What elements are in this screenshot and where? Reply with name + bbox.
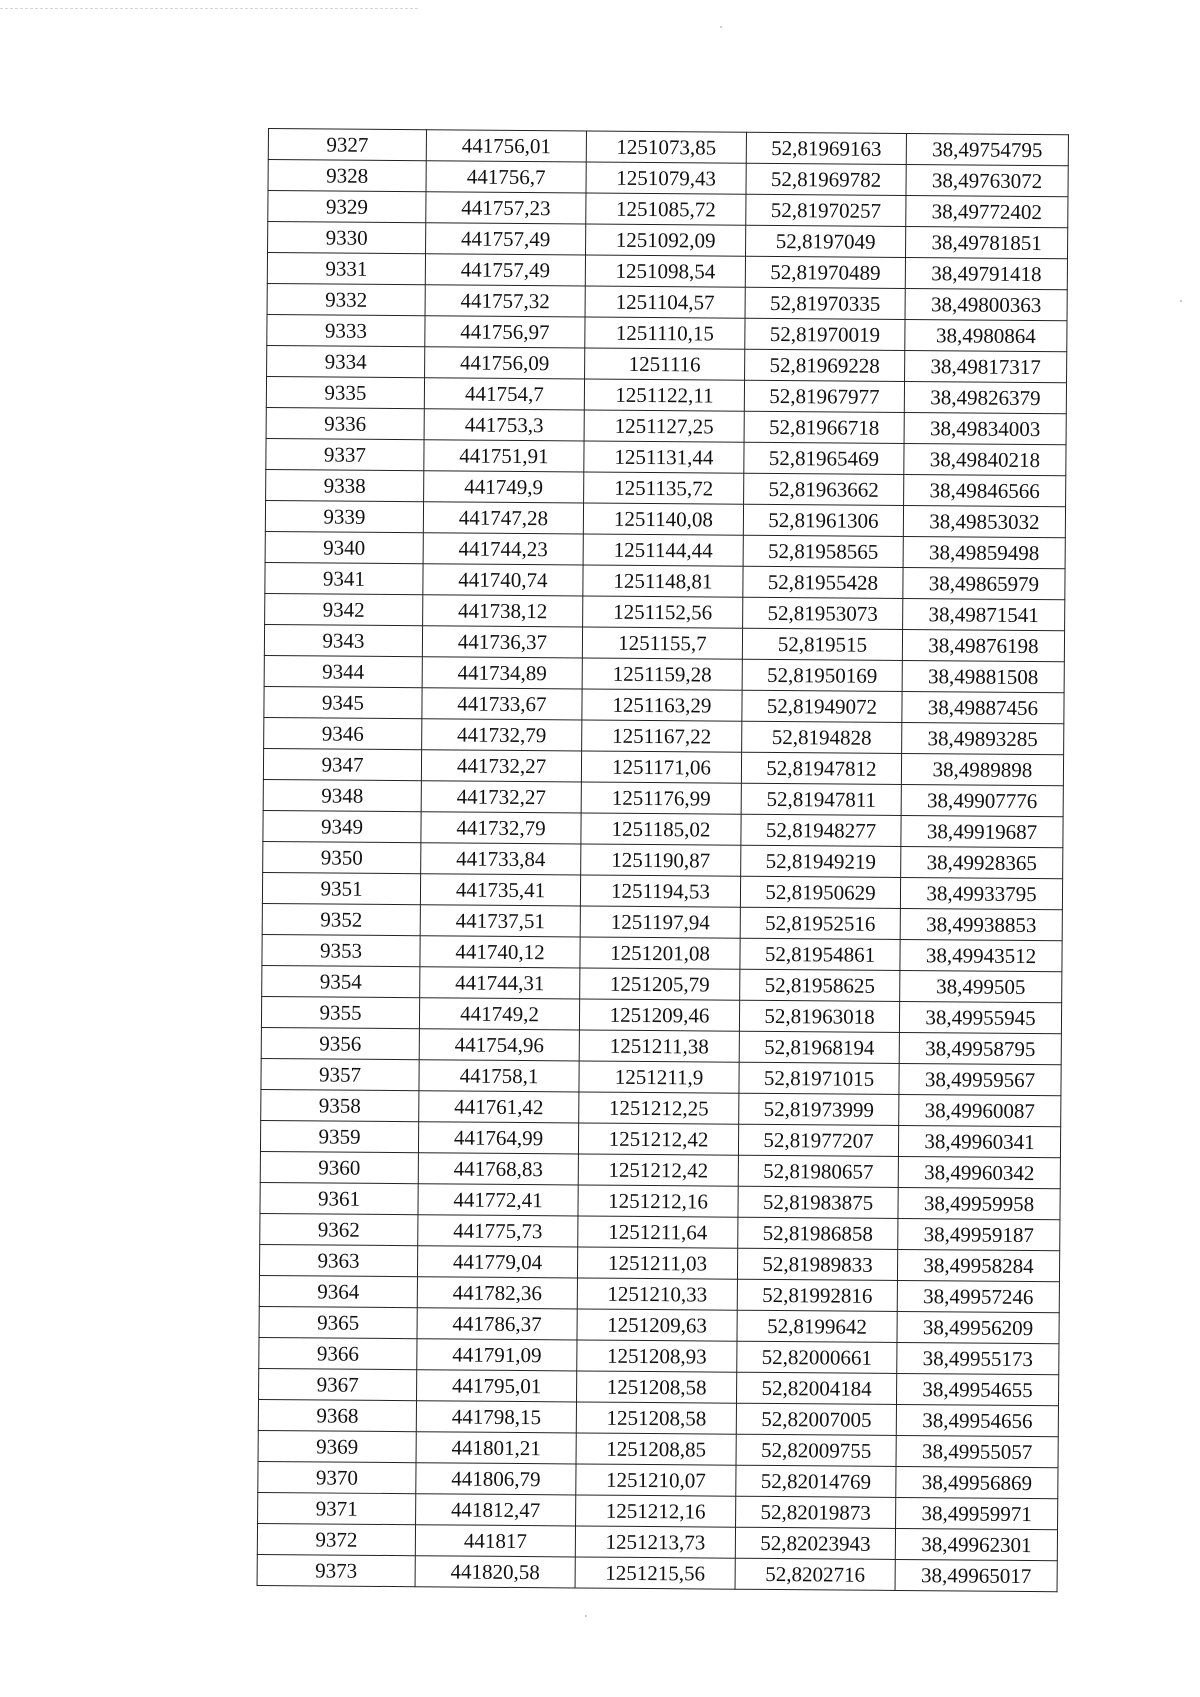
point-number-cell: 9348 [263,779,421,811]
point-number-cell: 9362 [260,1213,418,1245]
point-number-cell: 9350 [263,841,421,873]
x-coordinate-cell: 441772,41 [418,1184,578,1216]
x-coordinate-cell: 441733,84 [421,843,581,875]
longitude-cell: 38,49876198 [902,629,1064,661]
x-coordinate-cell: 441775,73 [418,1215,578,1247]
longitude-cell: 38,49959567 [899,1063,1061,1095]
coordinate-table [257,128,1069,1592]
point-number-cell: 9356 [261,1027,419,1059]
latitude-cell: 52,81989833 [737,1248,897,1280]
y-coordinate-cell: 1251212,42 [578,1123,738,1155]
y-coordinate-cell: 1251104,57 [585,286,745,318]
x-coordinate-cell: 441737,51 [420,905,580,937]
y-coordinate-cell: 1251085,72 [586,193,746,225]
longitude-cell: 38,49959958 [898,1187,1060,1219]
x-coordinate-cell: 441758,1 [419,1060,579,1092]
point-number-cell: 9336 [266,407,424,439]
y-coordinate-cell: 1251209,46 [579,999,739,1031]
longitude-cell: 38,49893285 [902,722,1064,754]
latitude-cell: 52,81967977 [744,380,904,412]
x-coordinate-cell: 441820,58 [415,1556,575,1588]
x-coordinate-cell: 441757,49 [425,254,585,286]
x-coordinate-cell: 441732,79 [422,719,582,751]
point-number-cell: 9329 [268,191,426,223]
longitude-cell: 38,49955057 [896,1435,1058,1467]
y-coordinate-cell: 1251211,38 [579,1030,739,1062]
y-coordinate-cell: 1251212,42 [578,1154,738,1186]
x-coordinate-cell: 441736,37 [422,626,582,658]
y-coordinate-cell: 1251092,09 [586,224,746,256]
latitude-cell: 52,8197049 [746,225,906,257]
latitude-cell: 52,81961306 [743,504,903,536]
point-number-cell: 9364 [259,1275,417,1307]
longitude-cell: 38,49958795 [899,1032,1061,1064]
longitude-cell: 38,49881508 [902,660,1064,692]
point-number-cell: 9366 [259,1337,417,1369]
latitude-cell: 52,81970257 [746,194,906,226]
y-coordinate-cell: 1251079,43 [586,162,746,194]
point-number-cell: 9361 [260,1182,418,1214]
x-coordinate-cell: 441744,31 [420,967,580,999]
y-coordinate-cell: 1251159,28 [582,658,742,690]
y-coordinate-cell: 1251167,22 [582,720,742,752]
x-coordinate-cell: 441744,23 [423,533,583,565]
point-number-cell: 9373 [257,1554,415,1586]
latitude-cell: 52,81948277 [741,814,901,846]
y-coordinate-cell: 1251209,63 [577,1309,737,1341]
latitude-cell: 52,81950169 [742,659,902,691]
latitude-cell: 52,8202716 [735,1558,895,1590]
longitude-cell: 38,49907776 [901,784,1063,816]
y-coordinate-cell: 1251208,85 [576,1433,736,1465]
point-number-cell: 9342 [265,593,423,625]
latitude-cell: 52,81958625 [740,969,900,1001]
point-number-cell: 9340 [265,531,423,563]
latitude-cell: 52,81986858 [738,1217,898,1249]
longitude-cell: 38,49959187 [898,1218,1060,1250]
x-coordinate-cell: 441732,27 [421,750,581,782]
y-coordinate-cell: 1251163,29 [582,689,742,721]
latitude-cell: 52,81955428 [743,566,903,598]
longitude-cell: 38,49859498 [903,537,1065,569]
point-number-cell: 9327 [268,129,426,161]
longitude-cell: 38,4989898 [901,753,1063,785]
y-coordinate-cell: 1251131,44 [584,441,744,473]
longitude-cell: 38,49943512 [900,939,1062,971]
y-coordinate-cell: 1251205,79 [580,968,740,1000]
x-coordinate-cell: 441732,79 [421,812,581,844]
longitude-cell: 38,49791418 [905,258,1067,290]
latitude-cell: 52,81950629 [740,876,900,908]
point-number-cell: 9365 [259,1306,417,1338]
longitude-cell: 38,49817317 [905,351,1067,383]
latitude-cell: 52,81949219 [741,845,901,877]
point-number-cell: 9338 [266,469,424,501]
x-coordinate-cell: 441801,21 [416,1432,576,1464]
longitude-cell: 38,49962301 [895,1528,1057,1560]
x-coordinate-cell: 441753,3 [424,409,584,441]
latitude-cell: 52,8194828 [742,721,902,753]
y-coordinate-cell: 1251110,15 [585,317,745,349]
longitude-cell: 38,49933795 [900,877,1062,909]
point-number-cell: 9363 [259,1244,417,1276]
scan-speck [720,26,722,28]
y-coordinate-cell: 1251140,08 [583,503,743,535]
y-coordinate-cell: 1251073,85 [586,131,746,163]
y-coordinate-cell: 1251155,7 [582,627,742,659]
longitude-cell: 38,49853032 [903,506,1065,538]
longitude-cell: 38,49955945 [899,1001,1061,1033]
point-number-cell: 9349 [263,810,421,842]
y-coordinate-cell: 1251190,87 [581,844,741,876]
latitude-cell: 52,81970489 [745,256,905,288]
point-number-cell: 9359 [260,1120,418,1152]
x-coordinate-cell: 441740,74 [423,564,583,596]
latitude-cell: 52,81968194 [739,1031,899,1063]
latitude-cell: 52,81970019 [745,318,905,350]
latitude-cell: 52,82004184 [736,1372,896,1404]
x-coordinate-cell: 441756,7 [426,161,586,193]
x-coordinate-cell: 441756,01 [426,130,586,162]
longitude-cell: 38,49960341 [898,1125,1060,1157]
latitude-cell: 52,82007005 [736,1403,896,1435]
latitude-cell: 52,82009755 [736,1434,896,1466]
x-coordinate-cell: 441757,23 [426,192,586,224]
longitude-cell: 38,49928365 [901,846,1063,878]
latitude-cell: 52,82019873 [736,1496,896,1528]
point-number-cell: 9341 [265,562,423,594]
y-coordinate-cell: 1251185,02 [581,813,741,845]
point-number-cell: 9372 [257,1523,415,1555]
longitude-cell: 38,49960342 [898,1156,1060,1188]
y-coordinate-cell: 1251211,9 [579,1061,739,1093]
longitude-cell: 38,49958284 [897,1249,1059,1281]
x-coordinate-cell: 441786,37 [417,1308,577,1340]
x-coordinate-cell: 441812,47 [416,1494,576,1526]
longitude-cell: 38,49919687 [901,815,1063,847]
longitude-cell: 38,49763072 [906,165,1068,197]
point-number-cell: 9337 [266,438,424,470]
longitude-cell: 38,49781851 [906,227,1068,259]
x-coordinate-cell: 441761,42 [419,1091,579,1123]
latitude-cell: 52,81969228 [745,349,905,381]
latitude-cell: 52,81973999 [739,1093,899,1125]
x-coordinate-cell: 441738,12 [423,595,583,627]
x-coordinate-cell: 441734,89 [422,657,582,689]
y-coordinate-cell: 1251213,73 [575,1526,735,1558]
x-coordinate-cell: 441806,79 [416,1463,576,1495]
point-number-cell: 9352 [262,903,420,935]
longitude-cell: 38,49840218 [904,444,1066,476]
latitude-cell: 52,81969782 [746,163,906,195]
x-coordinate-cell: 441751,91 [424,440,584,472]
y-coordinate-cell: 1251197,94 [580,906,740,938]
latitude-cell: 52,81966718 [744,411,904,443]
y-coordinate-cell: 1251144,44 [583,534,743,566]
y-coordinate-cell: 1251208,93 [577,1340,737,1372]
x-coordinate-cell: 441754,7 [424,378,584,410]
point-number-cell: 9370 [258,1461,416,1493]
latitude-cell: 52,81952516 [740,907,900,939]
x-coordinate-cell: 441782,36 [417,1277,577,1309]
longitude-cell: 38,49772402 [906,196,1068,228]
x-coordinate-cell: 441756,09 [425,347,585,379]
scan-artifact-strip [0,8,420,9]
x-coordinate-cell: 441749,2 [419,998,579,1030]
scan-speck [585,1615,587,1617]
latitude-cell: 52,81992816 [737,1279,897,1311]
y-coordinate-cell: 1251194,53 [580,875,740,907]
point-number-cell: 9346 [264,717,422,749]
x-coordinate-cell: 441735,41 [420,874,580,906]
point-number-cell: 9334 [267,345,425,377]
point-number-cell: 9332 [267,283,425,315]
x-coordinate-cell: 441740,12 [420,936,580,968]
point-number-cell: 9369 [258,1430,416,1462]
point-number-cell: 9343 [264,624,422,656]
latitude-cell: 52,819515 [742,628,902,660]
x-coordinate-cell: 441754,96 [419,1029,579,1061]
point-number-cell: 9355 [261,996,419,1028]
longitude-cell: 38,49834003 [904,413,1066,445]
longitude-cell: 38,49846566 [904,475,1066,507]
point-number-cell: 9358 [261,1089,419,1121]
y-coordinate-cell: 1251210,07 [576,1464,736,1496]
longitude-cell: 38,49754795 [906,134,1068,166]
y-coordinate-cell: 1251098,54 [585,255,745,287]
latitude-cell: 52,81983875 [738,1186,898,1218]
latitude-cell: 52,82023943 [735,1527,895,1559]
latitude-cell: 52,81963018 [739,1000,899,1032]
y-coordinate-cell: 1251210,33 [577,1278,737,1310]
latitude-cell: 52,82014769 [736,1465,896,1497]
latitude-cell: 52,81970335 [745,287,905,319]
longitude-cell: 38,49956869 [896,1466,1058,1498]
x-coordinate-cell: 441757,32 [425,285,585,317]
x-coordinate-cell: 441791,09 [417,1339,577,1371]
x-coordinate-cell: 441798,15 [416,1401,576,1433]
point-number-cell: 9371 [258,1492,416,1524]
y-coordinate-cell: 1251212,16 [576,1495,736,1527]
longitude-cell: 38,4980864 [905,320,1067,352]
longitude-cell: 38,499505 [900,970,1062,1002]
point-number-cell: 9328 [268,160,426,192]
longitude-cell: 38,49865979 [903,568,1065,600]
x-coordinate-cell: 441795,01 [417,1370,577,1402]
point-number-cell: 9330 [268,222,426,254]
x-coordinate-cell: 441747,28 [423,502,583,534]
x-coordinate-cell: 441817 [415,1525,575,1557]
y-coordinate-cell: 1251212,16 [578,1185,738,1217]
latitude-cell: 52,81949072 [742,690,902,722]
y-coordinate-cell: 1251171,06 [581,751,741,783]
scan-speck [1180,300,1182,302]
latitude-cell: 52,81980657 [738,1155,898,1187]
longitude-cell: 38,49955173 [897,1342,1059,1374]
latitude-cell: 52,81965469 [744,442,904,474]
y-coordinate-cell: 1251148,81 [583,565,743,597]
longitude-cell: 38,49954655 [896,1373,1058,1405]
x-coordinate-cell: 441749,9 [424,471,584,503]
point-number-cell: 9367 [259,1368,417,1400]
x-coordinate-cell: 441733,67 [422,688,582,720]
point-number-cell: 9335 [266,376,424,408]
point-number-cell: 9357 [261,1058,419,1090]
latitude-cell: 52,81953073 [743,597,903,629]
point-number-cell: 9351 [262,872,420,904]
x-coordinate-cell: 441764,99 [418,1122,578,1154]
point-number-cell: 9354 [262,965,420,997]
point-number-cell: 9339 [265,500,423,532]
y-coordinate-cell: 1251215,56 [575,1557,735,1589]
latitude-cell: 52,8199642 [737,1310,897,1342]
point-number-cell: 9347 [263,748,421,780]
y-coordinate-cell: 1251201,08 [580,937,740,969]
y-coordinate-cell: 1251116 [585,348,745,380]
latitude-cell: 52,81969163 [746,132,906,164]
x-coordinate-cell: 441756,97 [425,316,585,348]
longitude-cell: 38,49956209 [897,1311,1059,1343]
point-number-cell: 9353 [262,934,420,966]
longitude-cell: 38,49954656 [896,1404,1058,1436]
point-number-cell: 9360 [260,1151,418,1183]
latitude-cell: 52,81977207 [738,1124,898,1156]
longitude-cell: 38,49959971 [896,1497,1058,1529]
y-coordinate-cell: 1251176,99 [581,782,741,814]
longitude-cell: 38,49887456 [902,691,1064,723]
y-coordinate-cell: 1251122,11 [584,379,744,411]
y-coordinate-cell: 1251152,56 [583,596,743,628]
x-coordinate-cell: 441768,83 [418,1153,578,1185]
latitude-cell: 52,82000661 [737,1341,897,1373]
y-coordinate-cell: 1251211,64 [578,1216,738,1248]
longitude-cell: 38,49826379 [904,382,1066,414]
longitude-cell: 38,49938853 [900,908,1062,940]
y-coordinate-cell: 1251208,58 [576,1402,736,1434]
latitude-cell: 52,81954861 [740,938,900,970]
longitude-cell: 38,49800363 [905,289,1067,321]
longitude-cell: 38,49871541 [903,599,1065,631]
x-coordinate-cell: 441732,27 [421,781,581,813]
longitude-cell: 38,49957246 [897,1280,1059,1312]
longitude-cell: 38,49965017 [895,1559,1057,1591]
latitude-cell: 52,81963662 [744,473,904,505]
x-coordinate-cell: 441779,04 [417,1246,577,1278]
point-number-cell: 9368 [258,1399,416,1431]
table-row [257,1554,1057,1591]
y-coordinate-cell: 1251212,25 [579,1092,739,1124]
y-coordinate-cell: 1251208,58 [577,1371,737,1403]
latitude-cell: 52,81958565 [743,535,903,567]
point-number-cell: 9333 [267,314,425,346]
y-coordinate-cell: 1251135,72 [584,472,744,504]
x-coordinate-cell: 441757,49 [426,223,586,255]
point-number-cell: 9331 [267,253,425,285]
y-coordinate-cell: 1251211,03 [577,1247,737,1279]
point-number-cell: 9345 [264,686,422,718]
latitude-cell: 52,81971015 [739,1062,899,1094]
latitude-cell: 52,81947811 [741,783,901,815]
latitude-cell: 52,81947812 [741,752,901,784]
coordinate-table-body [257,129,1068,1592]
y-coordinate-cell: 1251127,25 [584,410,744,442]
longitude-cell: 38,49960087 [899,1094,1061,1126]
point-number-cell: 9344 [264,655,422,687]
